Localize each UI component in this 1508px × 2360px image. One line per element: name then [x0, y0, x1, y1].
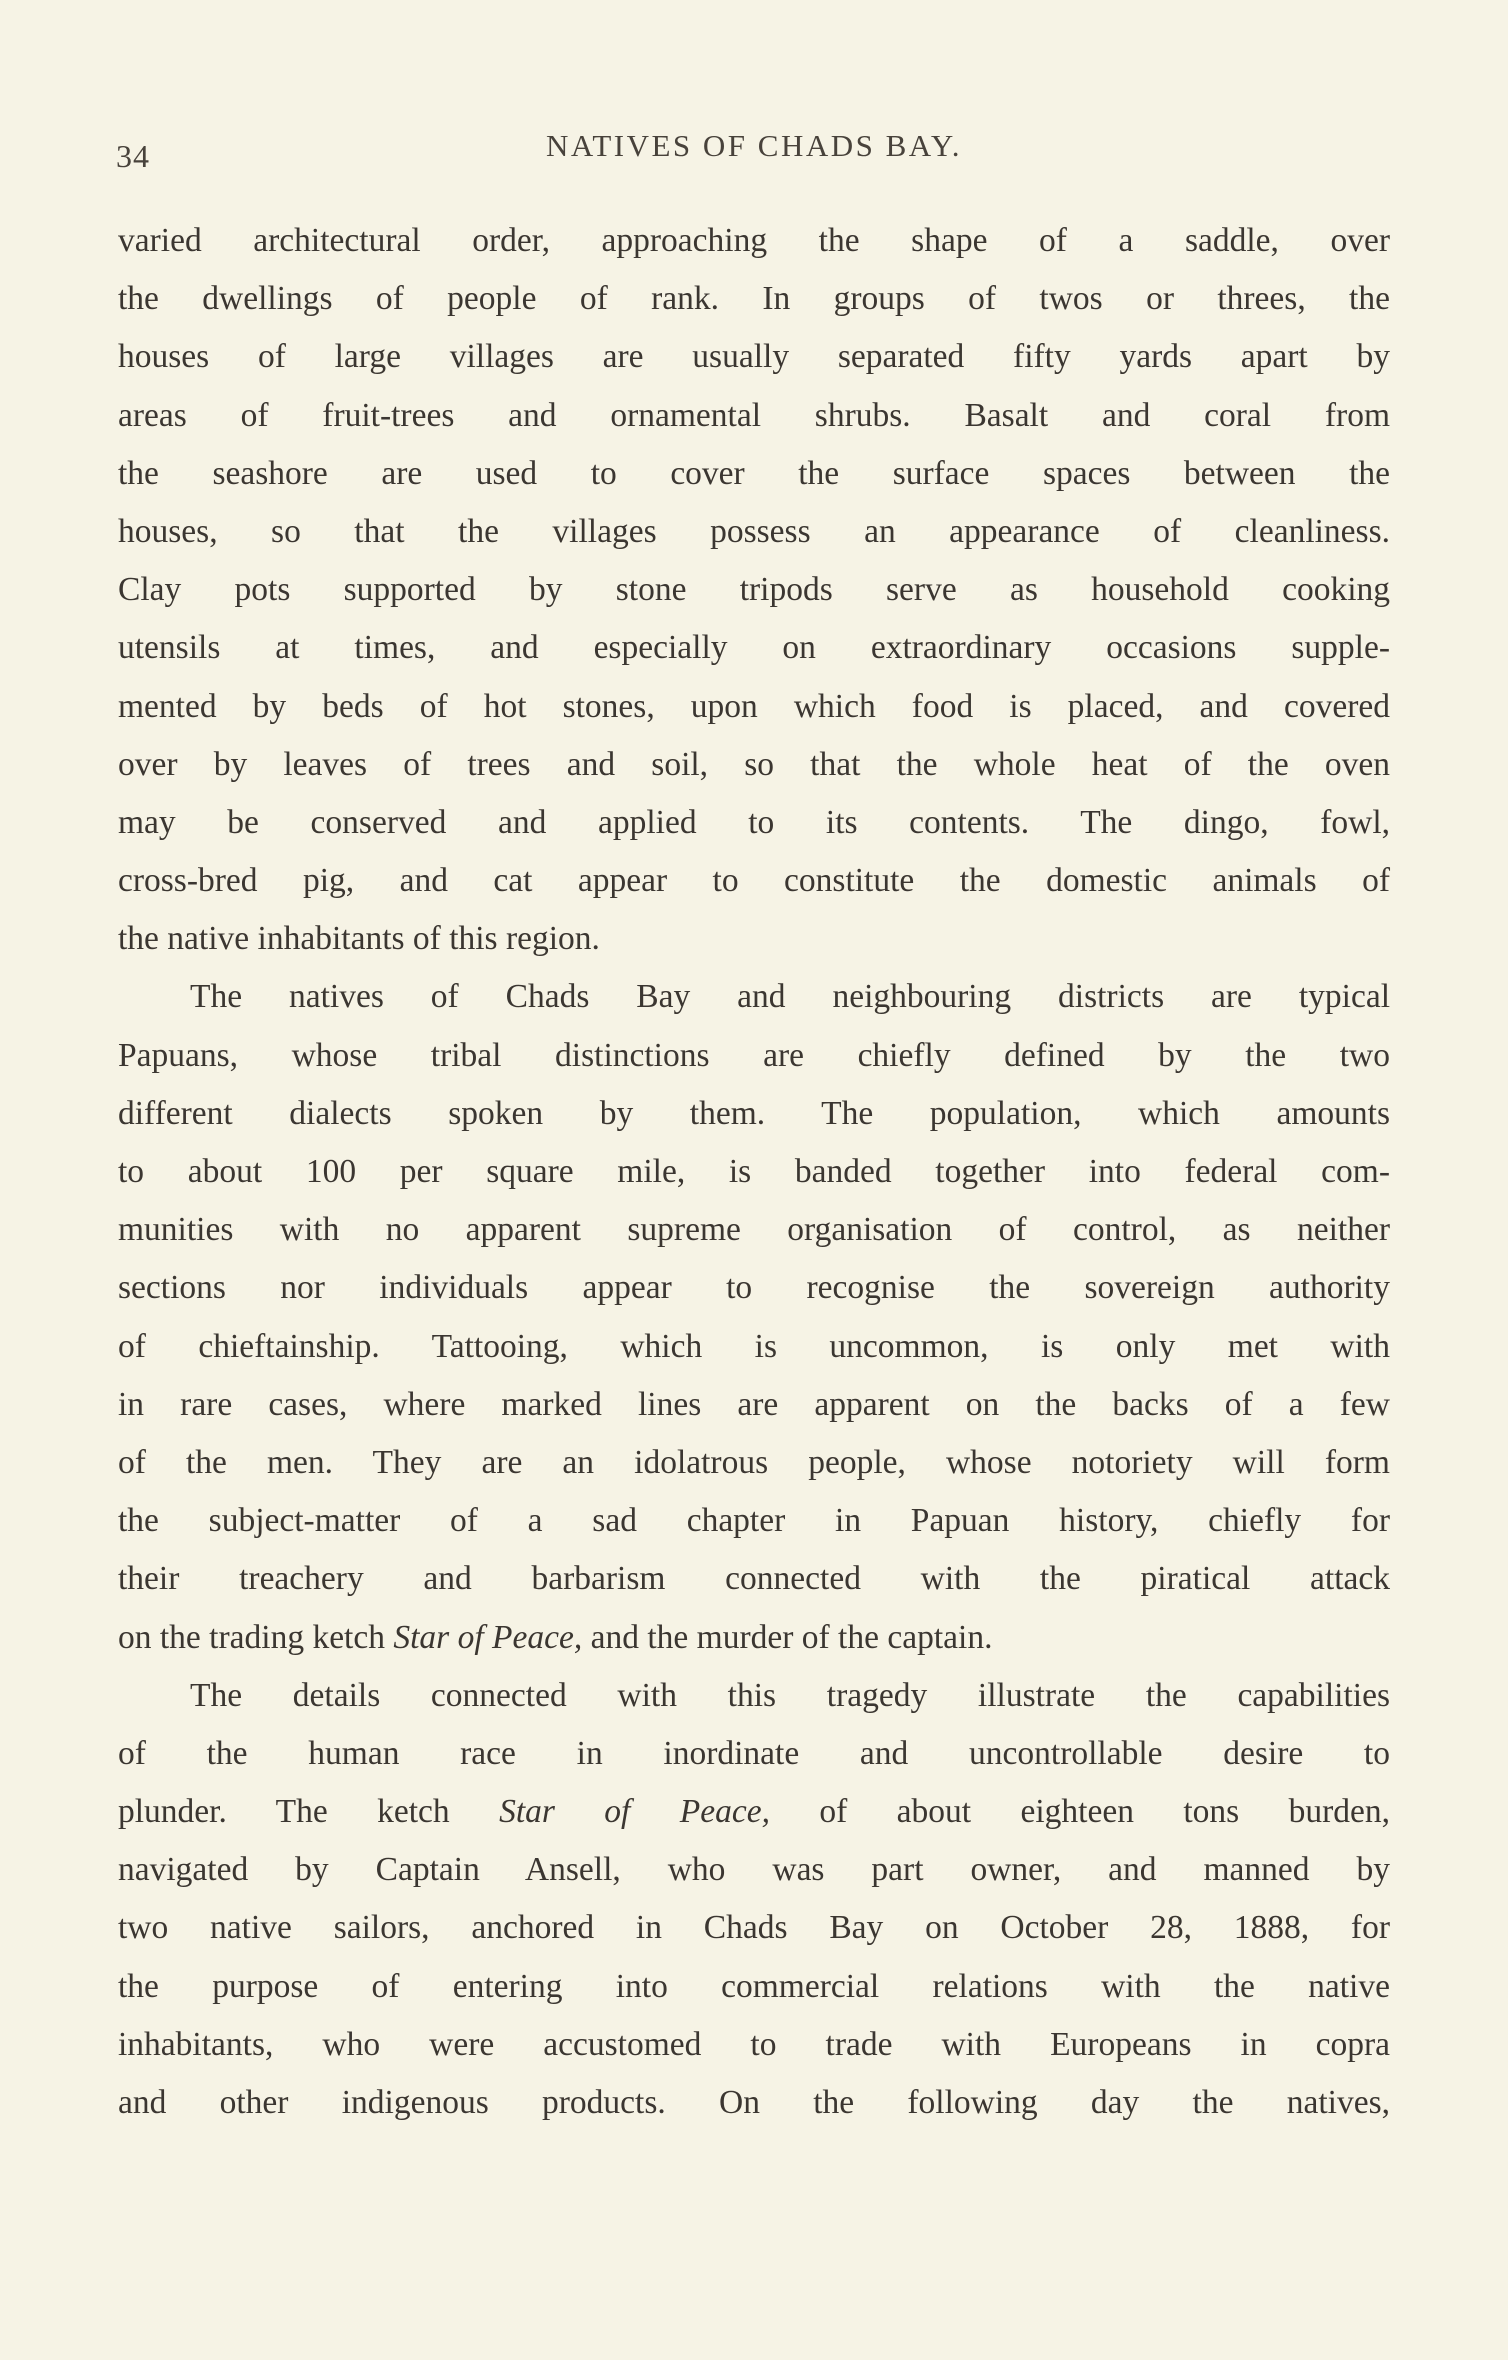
text-line: inhabitants, who were accustomed to trade with Europeans in copra — [118, 2025, 1390, 2063]
text-line: navigated by Captain Ansell, who was part owner, and manned by — [118, 1851, 1390, 1889]
text-line: to about 100 per square mile, is banded together into federal com- — [118, 1153, 1390, 1190]
text-line: cross-bred pig, and cat appear to constitute the domestic animals of — [118, 862, 1390, 900]
text-line: sections nor individuals appear to recognise the sovereign authority — [118, 1269, 1390, 1307]
ship-name-italic: Star of Peace, — [499, 1793, 770, 1831]
text-line: the native inhabitants of this region. — [118, 920, 600, 958]
text-line: utensils at times, and especially on extraordinary occasions supple- — [118, 629, 1390, 667]
text-line: the seashore are used to cover the surface spaces between the — [118, 454, 1390, 492]
text-line: and other indigenous products. On the following day the natives, — [118, 2084, 1390, 2121]
text-line: munities with no apparent supreme organisation of control, as neither — [118, 1211, 1390, 1249]
text-line: the dwellings of people of rank. In groups of twos or threes, the — [118, 280, 1390, 318]
text-line: in rare cases, where marked lines are apparent on the backs of a few — [118, 1385, 1390, 1423]
text-line: The natives of Chads Bay and neighbouring districts are typical — [190, 978, 1390, 1016]
text-line: may be conserved and applied to its contents. The dingo, fowl, — [118, 803, 1390, 841]
text-line: houses of large villages are usually separated fifty yards apart by — [118, 338, 1390, 376]
text-line: Clay pots supported by stone tripods serve as household cooking — [118, 571, 1390, 609]
page-number: 34 — [116, 138, 150, 174]
text-line: varied architectural order, approaching the shape of a saddle, over — [118, 222, 1390, 259]
running-title: NATIVES OF CHADS BAY. — [546, 128, 962, 163]
text-line: their treachery and barbarism connected with the piratical attack — [118, 1560, 1390, 1598]
running-head — [112, 128, 1396, 178]
text-line: plunder. The ketch Star of Peace, of about eighteen tons burden, — [118, 1793, 1390, 1831]
body-text — [118, 212, 1390, 2132]
text-line: of chieftainship. Tattooing, which is uncommon, is only met with — [118, 1327, 1390, 1365]
text-line: areas of fruit-trees and ornamental shrubs. Basalt and coral from — [118, 396, 1390, 434]
ship-name-italic: Star of Peace, — [393, 1618, 583, 1656]
text-line: The details connected with this tragedy illustrate the capabilities — [190, 1676, 1390, 1714]
text-line: different dialects spoken by them. The population, which amounts — [118, 1094, 1390, 1132]
text-line: the subject-matter of a sad chapter in Papuan history, chiefly for — [118, 1502, 1390, 1540]
text-line: mented by beds of hot stones, upon which food is placed, and covered — [118, 687, 1390, 725]
text-line: over by leaves of trees and soil, so that the whole heat of the oven — [118, 745, 1390, 783]
text-line: of the men. They are an idolatrous people, whose notoriety will form — [118, 1443, 1390, 1481]
text-line: two native sailors, anchored in Chads Bay on October 28, 1888, for — [118, 1909, 1390, 1947]
text-line: Papuans, whose tribal distinctions are chiefly defined by the two — [118, 1036, 1390, 1074]
text-line: houses, so that the villages possess an appearance of cleanliness. — [118, 512, 1390, 550]
text-line: the purpose of entering into commercial relations with the native — [118, 1967, 1390, 2005]
text-line: of the human race in inordinate and uncontrollable desire to — [118, 1734, 1390, 1772]
text-line: on the trading ketch Star of Peace, and the murder of the captain. — [118, 1618, 993, 1656]
